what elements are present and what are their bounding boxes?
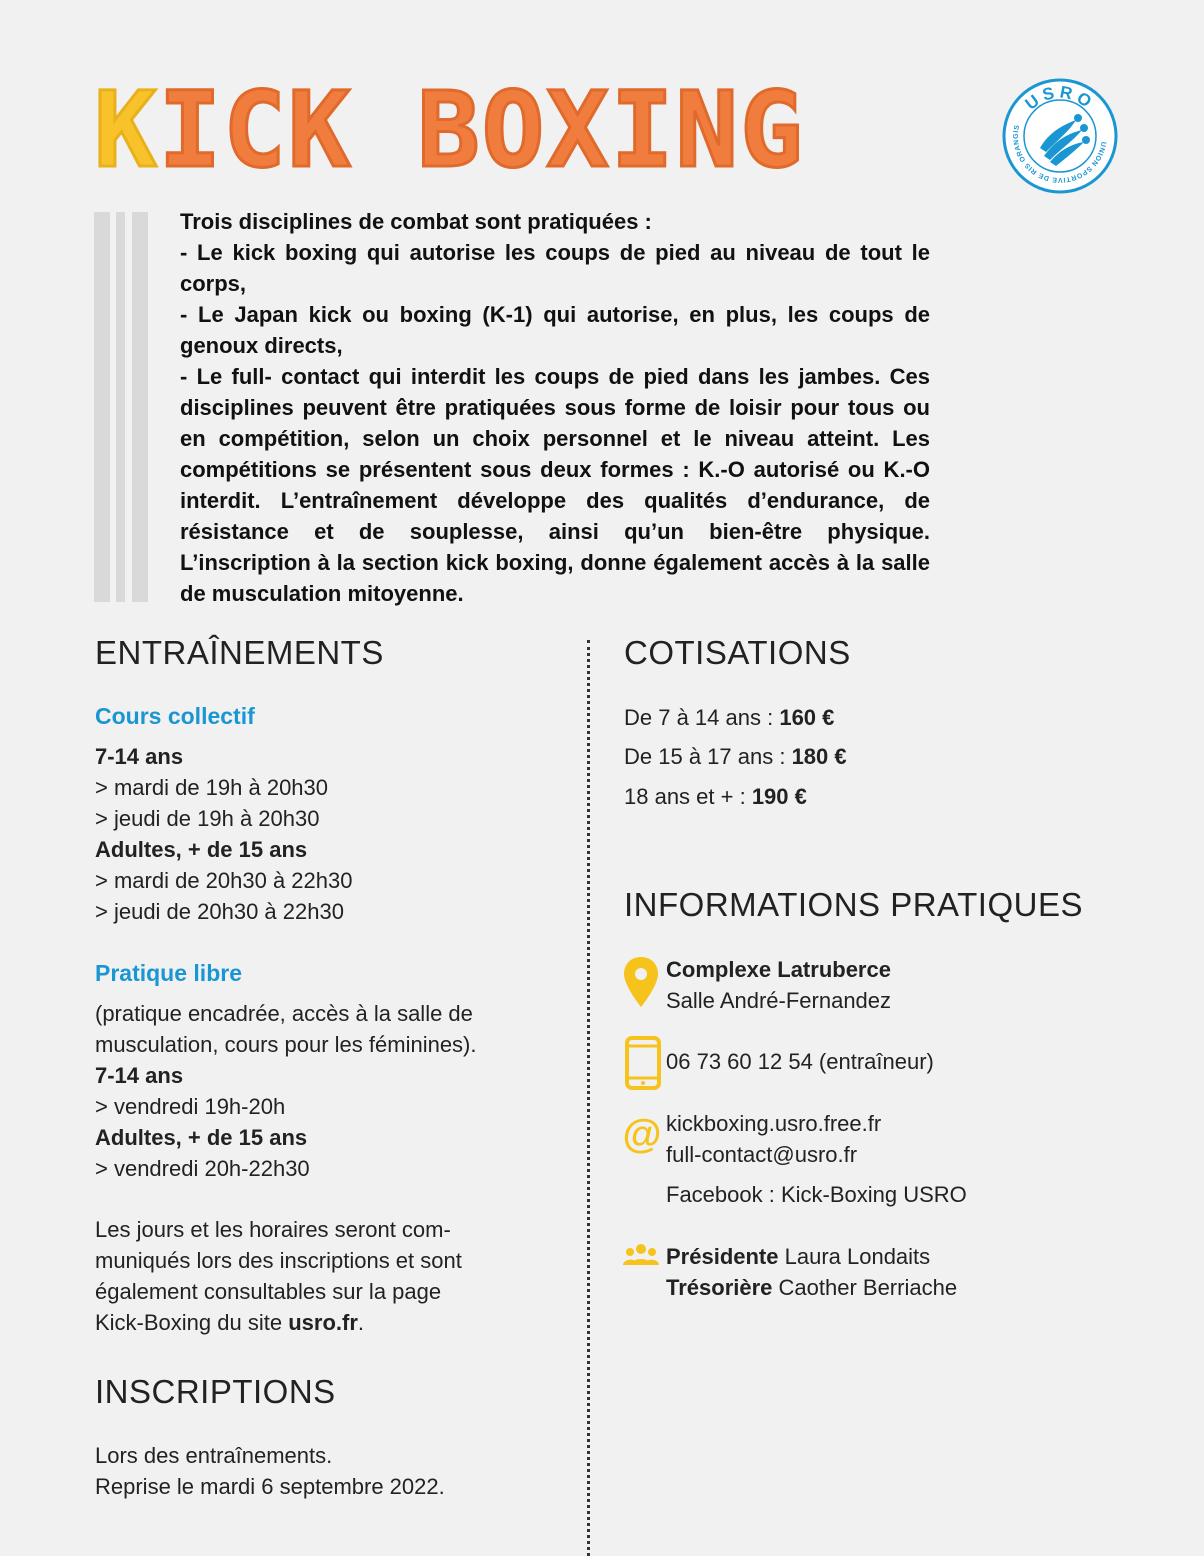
free-practice-schedule: [95, 998, 477, 1184]
free-practice-heading: Pratique libre: [95, 960, 242, 986]
collective-schedule: [95, 741, 352, 927]
website-link[interactable]: kickboxing.usro.free.fr: [666, 1111, 882, 1136]
schedule-line: > vendredi 20h-22h30: [95, 1156, 310, 1181]
free-practice-desc: musculation, cours pour les féminines).: [95, 1032, 477, 1057]
online-contacts: [666, 1108, 967, 1210]
note-line: Kick-Boxing du site usro.fr.: [95, 1310, 365, 1335]
board-members: [666, 1241, 957, 1303]
age-group-label: 7-14 ans: [95, 744, 184, 769]
age-group-label: Adultes, + de 15 ans: [95, 837, 308, 862]
decorative-stripes: [94, 212, 154, 602]
site-link[interactable]: usro.fr: [288, 1310, 358, 1335]
fee-row: 18 ans et + : 190 €: [624, 784, 807, 809]
age-group-label: Adultes, + de 15 ans: [95, 1125, 308, 1150]
registrations-heading: INSCRIPTIONS: [95, 1373, 336, 1410]
treasurer: Trésorière Caother Berriache: [666, 1275, 958, 1300]
column-divider: [587, 640, 590, 1556]
intro-text: [180, 206, 930, 609]
intro-line: - Le kick boxing qui autorise les coups de pied au niveau de tout le corps,: [180, 240, 930, 296]
usro-logo: [1000, 76, 1120, 196]
collective-heading: Cours collectif: [95, 703, 255, 729]
fee-row: De 15 à 17 ans : 180 €: [624, 744, 847, 769]
title-first-letter: K: [94, 69, 159, 191]
people-icon: [623, 1243, 659, 1267]
logo-top-text: USRO: [1021, 82, 1099, 114]
note-line: également consultables sur la page: [95, 1279, 442, 1304]
schedule-line: > jeudi de 19h à 20h30: [95, 806, 320, 831]
fee-price: 180 €: [791, 744, 847, 769]
email-link[interactable]: full-contact@usro.fr: [666, 1142, 858, 1167]
venue-room: Salle André-Fernandez: [666, 988, 892, 1013]
fee-row: De 7 à 14 ans : 160 €: [624, 705, 835, 730]
schedule-line: > mardi de 20h30 à 22h30: [95, 868, 353, 893]
registrations-text: [95, 1440, 445, 1502]
logo-ring-text: UNION SPORTIVE DE RIS ORANGIS: [1012, 124, 1107, 184]
venue: [666, 954, 891, 1016]
trainings-heading: ENTRAÎNEMENTS: [95, 634, 384, 671]
fees-heading: COTISATIONS: [624, 634, 851, 671]
intro-line: - Le full- contact qui interdit les coups de pied dans les jambes. Ces disciplines peuvent être pratiquées sous forme de loisir pour tous ou en compétition, selon un choix personnel et le niveau atteint. Les compétitions se présentent sous deux formes : K.-O autorisé ou K.-O interdit. L’entraînement développe des qualités d’endurance, de résistance et de souplesse, ainsi qu’un bien-être physique. L’inscription à la section kick boxing, donne également accès à la salle de musculation mitoyenne.: [180, 364, 930, 606]
schedule-line: > mardi de 19h à 20h30: [95, 775, 329, 800]
free-practice-desc: (pratique encadrée, accès à la salle de: [95, 1001, 473, 1026]
phone-icon: [624, 1036, 662, 1090]
intro-line: - Le Japan kick ou boxing (K-1) qui autorise, en plus, les coups de genoux directs,: [180, 302, 930, 358]
fee-price: 190 €: [751, 784, 807, 809]
registration-line: Lors des entraînements.: [95, 1443, 333, 1468]
schedule-note: [95, 1214, 462, 1338]
fee-price: 160 €: [779, 705, 835, 730]
venue-name: Complexe Latruberce: [666, 957, 891, 982]
note-line: Les jours et les horaires seront com-: [95, 1217, 451, 1242]
location-pin-icon: [622, 955, 660, 1009]
info-heading: INFORMATIONS PRATIQUES: [624, 886, 1083, 923]
registration-line: Reprise le mardi 6 septembre 2022.: [95, 1474, 445, 1499]
title-rest: ICK BOXING: [158, 69, 805, 191]
president: Présidente Laura Londaits: [666, 1244, 931, 1269]
age-group-label: 7-14 ans: [95, 1063, 184, 1088]
at-sign-icon: [622, 1114, 662, 1154]
facebook-link[interactable]: Facebook : Kick-Boxing USRO: [666, 1182, 967, 1207]
phone-number[interactable]: 06 73 60 12 54 (entraîneur): [666, 1049, 934, 1074]
note-line: muniqués lors des inscriptions et sont: [95, 1248, 462, 1273]
schedule-line: > jeudi de 20h30 à 22h30: [95, 899, 344, 924]
schedule-line: > vendredi 19h-20h: [95, 1094, 286, 1119]
intro-line: Trois disciplines de combat sont pratiquées :: [180, 209, 652, 234]
page-title: [94, 69, 805, 191]
svg-text:@: @: [622, 1114, 662, 1154]
